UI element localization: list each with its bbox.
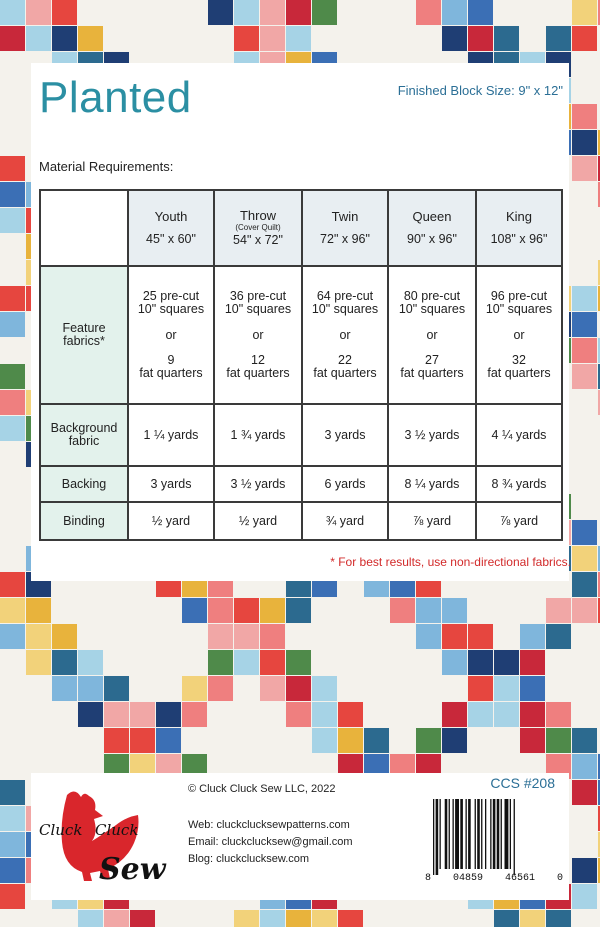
barcode-bar [510, 799, 511, 869]
quilt-square [520, 910, 545, 927]
copyright-text: © Cluck Cluck Sew LLC, 2022 [188, 783, 336, 795]
feature-fabrics-row [40, 266, 562, 404]
quilt-square [182, 702, 207, 727]
quilt-square [442, 650, 467, 675]
or-text: or [252, 327, 264, 342]
barcode-bar [501, 799, 502, 869]
table-cell: 4 ¼ yards [476, 404, 562, 466]
barcode-bar [455, 799, 459, 869]
quilt-square [572, 338, 597, 363]
barcode-bar [493, 799, 496, 869]
barcode-bar [514, 799, 515, 875]
quilt-square [338, 910, 363, 927]
size-dimensions: 108" x 96" [490, 232, 548, 247]
quilt-square [52, 676, 77, 701]
barcode-digit-group: 46561 [504, 873, 535, 884]
quilt-square [104, 728, 129, 753]
size-dimensions: 54" x 72" [233, 233, 283, 248]
size-note: (Cover Quilt) [235, 223, 281, 233]
quilt-square [390, 598, 415, 623]
barcode-bar [453, 799, 454, 869]
quilt-square [468, 0, 493, 25]
barcode-bar [485, 799, 486, 869]
or-text: or [513, 327, 525, 342]
table-cell: 1 ¾ yards [214, 404, 302, 466]
quilt-square [312, 728, 337, 753]
or-text: or [426, 327, 438, 342]
barcode-bar [440, 799, 441, 869]
quilt-square [0, 832, 25, 857]
quilt-square [234, 624, 259, 649]
quilt-square [520, 728, 545, 753]
quilt-square [26, 650, 51, 675]
quilt-square [234, 650, 259, 675]
quilt-square [260, 910, 285, 927]
quilt-square [312, 676, 337, 701]
quilt-square [416, 0, 441, 25]
quilt-square [572, 572, 597, 597]
barcode-digit-group: 8 [425, 873, 432, 884]
barcode-digit-group: 04859 [452, 873, 483, 884]
quilt-square [572, 858, 597, 883]
table-cell: 3 ½ yards [214, 466, 302, 502]
quilt-square [572, 0, 597, 25]
quilt-square [78, 676, 103, 701]
binding-label: Binding [40, 502, 128, 540]
quilt-square [78, 702, 103, 727]
size-king-header [476, 190, 562, 266]
backing-label: Backing [40, 466, 128, 502]
size-name: Youth [154, 208, 188, 224]
quilt-square [468, 624, 493, 649]
quilt-square [52, 650, 77, 675]
quilt-square [130, 702, 155, 727]
barcode-bar [490, 799, 491, 869]
blog-link[interactable]: Blog: cluckclucksew.com [188, 853, 310, 865]
quilt-square [572, 26, 597, 51]
quilt-square [234, 598, 259, 623]
quilt-square [286, 702, 311, 727]
quilt-square [0, 156, 25, 181]
table-cell: ⅞ yard [388, 502, 476, 540]
barcode-icon [429, 799, 559, 875]
quilt-square [338, 702, 363, 727]
quilt-square [364, 728, 389, 753]
barcode-bar [505, 799, 509, 869]
quilt-square [52, 0, 77, 25]
quilt-square [78, 26, 103, 51]
quilt-square [572, 312, 597, 337]
quilt-square [442, 598, 467, 623]
quilt-square [0, 364, 25, 389]
feature-cell-queen [388, 266, 476, 404]
table-cell: 8 ¼ yards [388, 466, 476, 502]
row-label-line: Background [50, 420, 118, 435]
size-name: Twin [331, 208, 359, 224]
fat-quarters-text: fat quarters [313, 365, 377, 380]
barcode-bar [477, 799, 480, 869]
quilt-square [520, 650, 545, 675]
quilt-square [208, 624, 233, 649]
feature-fabrics-label [40, 266, 128, 404]
quilt-square [572, 520, 597, 545]
size-name: Throw [239, 207, 277, 223]
quilt-square [0, 858, 25, 883]
fat-quarter-count: 22 [338, 352, 352, 367]
quilt-square [468, 26, 493, 51]
table-cell: 1 ¼ yards [128, 404, 214, 466]
quilt-square [520, 624, 545, 649]
row-label-line: fabric [68, 434, 100, 448]
quilt-square [572, 286, 597, 311]
quilt-square [286, 0, 311, 25]
size-queen-header [388, 190, 476, 266]
footer-panel [31, 773, 569, 900]
quilt-square [0, 416, 25, 441]
materials-heading: Material Requirements: [39, 159, 174, 174]
precut-squares: 10" squares [311, 302, 379, 317]
contact-info [188, 817, 353, 868]
barcode-bar [475, 799, 476, 869]
quilt-square [546, 910, 571, 927]
table-cell: ½ yard [214, 502, 302, 540]
quilt-square [260, 0, 285, 25]
pattern-title: Planted [39, 73, 192, 122]
logo-cluck-2: Cluck [95, 821, 139, 839]
quilt-square [572, 754, 597, 779]
quilt-square [546, 728, 571, 753]
quilt-square [442, 0, 467, 25]
quilt-square [260, 598, 285, 623]
quilt-square [208, 676, 233, 701]
precut-count: 96 pre-cut [490, 289, 548, 304]
barcode-bar [436, 799, 439, 875]
feature-cell-throw [214, 266, 302, 404]
quilt-square [494, 650, 519, 675]
table-cell: 3 yards [128, 466, 214, 502]
quilt-square [0, 208, 25, 233]
quilt-square [572, 156, 597, 181]
precut-count: 80 pre-cut [403, 289, 461, 304]
quilt-square [442, 26, 467, 51]
quilt-square [52, 26, 77, 51]
quilt-square [546, 624, 571, 649]
quilt-square [26, 598, 51, 623]
quilt-square [312, 910, 337, 927]
quilt-square [0, 312, 25, 337]
precut-count: 36 pre-cut [229, 289, 287, 304]
quilt-square [208, 0, 233, 25]
quilt-square [52, 624, 77, 649]
barcode-bar [445, 799, 448, 869]
quilt-square [104, 702, 129, 727]
quilt-square [26, 0, 51, 25]
email-link[interactable]: Email: cluckclucksew@gmail.com [188, 836, 353, 848]
quilt-square [26, 624, 51, 649]
quilt-square [260, 650, 285, 675]
quilt-square [260, 676, 285, 701]
quilt-square [572, 364, 597, 389]
quilt-square [286, 598, 311, 623]
table-corner [40, 190, 128, 266]
table-cell: ¾ yard [302, 502, 388, 540]
quilt-square [416, 624, 441, 649]
size-throw-header [214, 190, 302, 266]
fat-quarters-text: fat quarters [487, 365, 551, 380]
quilt-square [0, 806, 25, 831]
cluck-cluck-sew-logo [37, 785, 167, 885]
quilt-square [260, 26, 285, 51]
barcode-bar [449, 799, 450, 869]
quilt-square [286, 910, 311, 927]
quilt-square [26, 26, 51, 51]
precut-count: 25 pre-cut [142, 289, 200, 304]
quilt-square [442, 728, 467, 753]
quilt-square [572, 130, 597, 155]
quilt-square [0, 0, 25, 25]
size-name: King [505, 208, 533, 224]
quilt-square [546, 702, 571, 727]
fat-quarter-count: 12 [251, 352, 265, 367]
table-cell: 6 yards [302, 466, 388, 502]
quilt-square [260, 624, 285, 649]
quilt-square [0, 624, 25, 649]
quilt-square [286, 650, 311, 675]
quilt-square [78, 910, 103, 927]
quilt-square [572, 884, 597, 909]
quilt-square [468, 676, 493, 701]
size-dimensions: 90" x 96" [407, 232, 457, 247]
quilt-square [338, 728, 363, 753]
backing-row [40, 466, 562, 502]
precut-squares: 10" squares [224, 302, 292, 317]
quilt-square [130, 728, 155, 753]
quilt-square [546, 598, 571, 623]
quilt-square [468, 702, 493, 727]
barcode-bar [460, 799, 463, 869]
feature-cell-youth [128, 266, 214, 404]
fat-quarter-count: 9 [167, 352, 175, 367]
quilt-square [572, 104, 597, 129]
quilt-square [520, 676, 545, 701]
fat-quarters-text: fat quarters [139, 365, 203, 380]
quilt-square [442, 702, 467, 727]
barcode-bar [466, 799, 467, 869]
background-fabric-row [40, 404, 562, 466]
quilt-square [572, 598, 597, 623]
barcode-digits [425, 873, 563, 884]
quilt-square [312, 702, 337, 727]
quilt-square [156, 728, 181, 753]
table-cell: ½ yard [128, 502, 214, 540]
quilt-square [0, 572, 25, 597]
quilt-square [416, 598, 441, 623]
quilt-square [0, 286, 25, 311]
pattern-sku: CCS #208 [490, 775, 555, 791]
fabric-note: * For best results, use non-directional fabrics. [330, 555, 571, 569]
quilt-square [494, 910, 519, 927]
quilt-square [0, 390, 25, 415]
barcode-bar [481, 799, 482, 869]
quilt-square [572, 728, 597, 753]
quilt-square [208, 650, 233, 675]
fat-quarter-count: 32 [512, 352, 526, 367]
materials-card [31, 63, 569, 581]
size-twin-header [302, 190, 388, 266]
quilt-square [234, 0, 259, 25]
fat-quarter-count: 27 [425, 352, 439, 367]
quilt-square [572, 546, 597, 571]
table-cell: 3 yards [302, 404, 388, 466]
quilt-square [182, 676, 207, 701]
barcode-bar [433, 799, 434, 875]
quilt-square [494, 26, 519, 51]
size-header-row [40, 190, 562, 266]
quilt-square [494, 676, 519, 701]
quilt-square [546, 26, 571, 51]
size-youth-header [128, 190, 214, 266]
fat-quarters-text: fat quarters [400, 365, 464, 380]
barcode-bar [497, 799, 500, 869]
quilt-square [442, 624, 467, 649]
or-text: or [339, 327, 351, 342]
binding-row [40, 502, 562, 540]
precut-squares: 10" squares [485, 302, 553, 317]
quilt-square [0, 182, 25, 207]
quilt-square [104, 676, 129, 701]
quilt-square [78, 650, 103, 675]
barcode-bar [468, 799, 471, 869]
finished-block-size: Finished Block Size: 9" x 12" [397, 83, 563, 98]
quilt-square [104, 910, 129, 927]
quilt-square [234, 26, 259, 51]
precut-squares: 10" squares [137, 302, 205, 317]
quilt-square [520, 702, 545, 727]
table-cell: 3 ½ yards [388, 404, 476, 466]
table-cell: 8 ¾ yards [476, 466, 562, 502]
quilt-square [182, 598, 207, 623]
table-cell: ⅞ yard [476, 502, 562, 540]
logo-sew: Sew [99, 852, 166, 885]
feature-cell-king [476, 266, 562, 404]
quilt-square [416, 728, 441, 753]
row-label-line: fabrics* [63, 334, 105, 348]
quilt-square [0, 780, 25, 805]
row-label-line: Feature [62, 320, 106, 335]
size-dimensions: 72" x 96" [320, 232, 370, 247]
quilt-square [156, 702, 181, 727]
precut-count: 64 pre-cut [316, 289, 374, 304]
quilt-square [130, 910, 155, 927]
quilt-square [0, 598, 25, 623]
fat-quarters-text: fat quarters [226, 365, 290, 380]
quilt-square [286, 26, 311, 51]
size-dimensions: 45" x 60" [146, 232, 196, 247]
materials-table [39, 189, 563, 541]
quilt-square [0, 884, 25, 909]
quilt-square [312, 0, 337, 25]
quilt-square [234, 910, 259, 927]
logo-cluck-1: Cluck [39, 821, 83, 839]
feature-cell-twin [302, 266, 388, 404]
quilt-square [468, 650, 493, 675]
quilt-square [208, 598, 233, 623]
or-text: or [165, 327, 177, 342]
quilt-square [572, 780, 597, 805]
barcode-digit-group: 0 [556, 873, 563, 884]
quilt-square [0, 26, 25, 51]
background-fabric-label [40, 404, 128, 466]
precut-squares: 10" squares [398, 302, 466, 317]
web-link[interactable]: Web: cluckclucksewpatterns.com [188, 819, 350, 831]
size-name: Queen [412, 208, 452, 224]
quilt-square [286, 676, 311, 701]
quilt-square [494, 702, 519, 727]
